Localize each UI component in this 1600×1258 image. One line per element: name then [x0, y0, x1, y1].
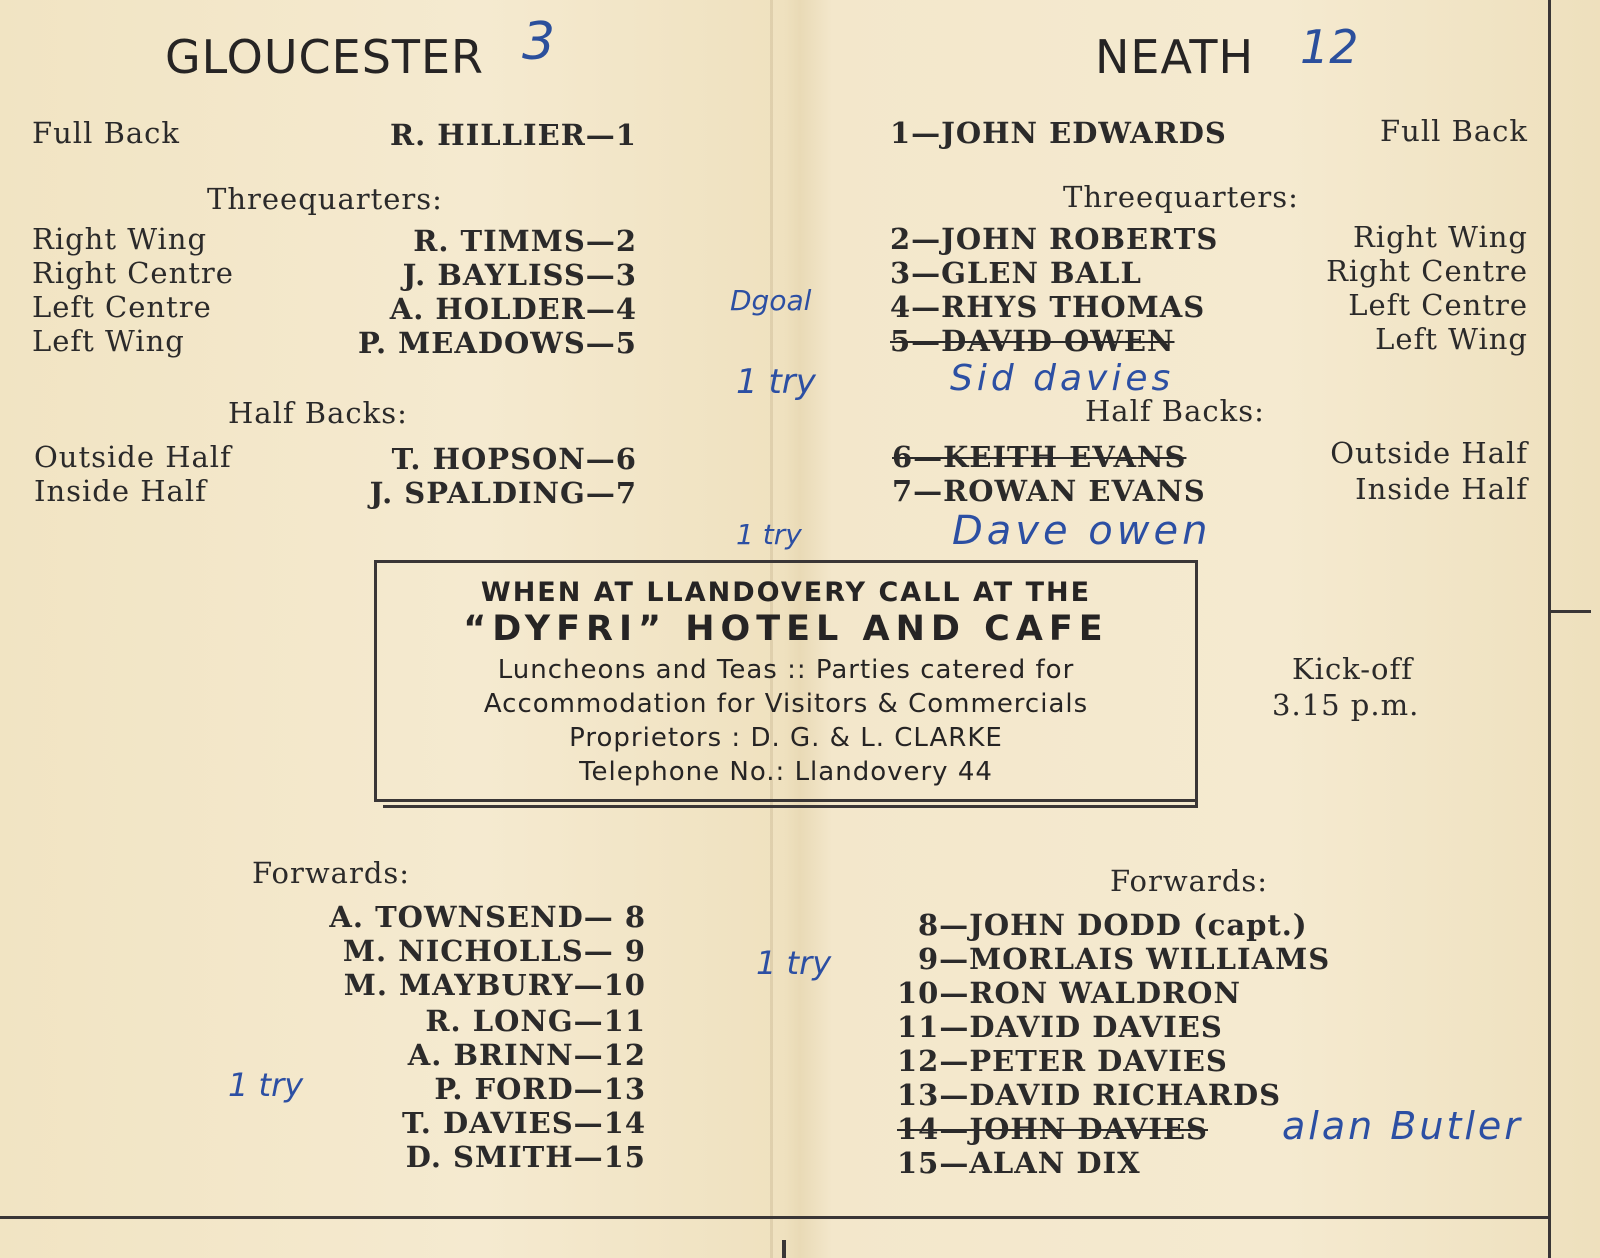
handwritten-sub-1: Sid davies — [950, 358, 1175, 399]
kickoff-label: Kick-off — [1292, 652, 1413, 686]
advert-line-5: Proprietors : D. G. & L. CLARKE — [569, 723, 1003, 753]
border-tick — [1551, 610, 1591, 613]
away-player-3: 3—GLEN BALL — [890, 256, 1142, 290]
border-bottom-tick — [782, 1240, 786, 1258]
hotel-advert-box — [374, 560, 1198, 802]
home-threequarters-heading: Threequarters: — [207, 182, 443, 216]
away-player-6-struck: 6—KEITH EVANS — [892, 440, 1187, 474]
handwritten-dgoal: Dgoal — [730, 284, 812, 317]
away-player-10: 10—RON WALDRON — [897, 976, 1241, 1010]
home-player-6: T. HOPSON—6 — [391, 442, 637, 476]
away-player-13: 13—DAVID RICHARDS — [897, 1078, 1282, 1112]
away-player-4: 4—RHYS THOMAS — [890, 290, 1206, 324]
home-player-1: R. HILLIER—1 — [390, 118, 637, 152]
home-player-14: T. DAVIES—14 — [401, 1106, 646, 1140]
handwritten-try-4: 1 try — [228, 1066, 304, 1104]
advert-shadow-right — [1195, 568, 1198, 808]
away-position-right-wing: Right Wing — [1352, 220, 1528, 254]
away-player-9: 9—MORLAIS WILLIAMS — [918, 942, 1331, 976]
handwritten-try-1: 1 try — [736, 362, 816, 402]
home-player-2: R. TIMMS—2 — [413, 224, 637, 258]
home-player-8: A. TOWNSEND— 8 — [329, 900, 646, 934]
away-player-1: 1—JOHN EDWARDS — [890, 116, 1227, 150]
kickoff-time: 3.15 p.m. — [1272, 688, 1420, 722]
home-player-15: D. SMITH—15 — [405, 1140, 646, 1174]
advert-line-1: WHEN AT LLANDOVERY CALL AT THE — [480, 577, 1092, 608]
home-position-full-back: Full Back — [32, 116, 180, 150]
home-position-outside-half: Outside Half — [34, 440, 232, 474]
home-position-right-centre: Right Centre — [32, 256, 234, 290]
home-player-13: P. FORD—13 — [434, 1072, 646, 1106]
home-position-left-wing: Left Wing — [32, 324, 185, 358]
advert-line-6: Telephone No.: Llandovery 44 — [579, 757, 993, 787]
away-player-2: 2—JOHN ROBERTS — [890, 222, 1219, 256]
home-forwards-heading: Forwards: — [252, 856, 411, 890]
away-player-12: 12—PETER DAVIES — [897, 1044, 1228, 1078]
home-player-3: J. BAYLISS—3 — [402, 258, 637, 292]
away-position-full-back: Full Back — [1380, 114, 1528, 148]
home-team-name: GLOUCESTER — [165, 30, 485, 84]
home-player-9: M. NICHOLLS— 9 — [342, 934, 646, 968]
home-player-12: A. BRINN—12 — [407, 1038, 646, 1072]
home-player-5: P. MEADOWS—5 — [357, 326, 637, 360]
border-right — [1548, 0, 1551, 1258]
home-player-11: R. LONG—11 — [425, 1004, 646, 1038]
advert-line-4: Accommodation for Visitors & Commercials — [483, 689, 1089, 719]
away-player-15: 15—ALAN DIX — [897, 1146, 1141, 1180]
away-position-left-wing: Left Wing — [1375, 322, 1528, 356]
home-position-right-wing: Right Wing — [32, 222, 208, 256]
away-position-left-centre: Left Centre — [1348, 288, 1528, 322]
away-score-handwritten: 12 — [1300, 20, 1359, 74]
advert-shadow-bottom — [383, 805, 1195, 808]
handwritten-try-3: 1 try — [756, 944, 832, 982]
away-player-5-struck: 5—DAVID OWEN — [890, 324, 1175, 358]
away-position-outside-half: Outside Half — [1330, 436, 1528, 470]
home-position-inside-half: Inside Half — [34, 474, 207, 508]
away-player-11: 11—DAVID DAVIES — [897, 1010, 1223, 1044]
home-position-left-centre: Left Centre — [32, 290, 212, 324]
home-halfbacks-heading: Half Backs: — [228, 396, 408, 430]
away-player-8: 8—JOHN DODD (capt.) — [918, 908, 1308, 942]
away-forwards-heading: Forwards: — [1110, 864, 1269, 898]
handwritten-try-2: 1 try — [736, 518, 802, 551]
home-player-7: J. SPALDING—7 — [369, 476, 637, 510]
home-player-4: A. HOLDER—4 — [389, 292, 637, 326]
advert-line-3: Luncheons and Teas :: Parties catered for — [497, 655, 1075, 685]
home-score-handwritten: 3 — [522, 12, 556, 72]
away-threequarters-heading: Threequarters: — [1063, 180, 1299, 214]
away-halfbacks-heading: Half Backs: — [1085, 394, 1265, 428]
handwritten-sub-3: alan Butler — [1282, 1104, 1523, 1148]
away-position-inside-half: Inside Half — [1355, 472, 1528, 506]
handwritten-sub-2: Dave owen — [952, 508, 1212, 554]
advert-line-2: “DYFRI” HOTEL AND CAFE — [463, 609, 1109, 649]
away-player-7: 7—ROWAN EVANS — [892, 474, 1206, 508]
away-position-right-centre: Right Centre — [1326, 254, 1528, 288]
border-bottom — [0, 1216, 1548, 1219]
home-player-10: M. MAYBURY—10 — [343, 968, 646, 1002]
away-team-name: NEATH — [1095, 30, 1255, 84]
away-player-14-struck: 14—JOHN DAVIES — [897, 1112, 1208, 1146]
